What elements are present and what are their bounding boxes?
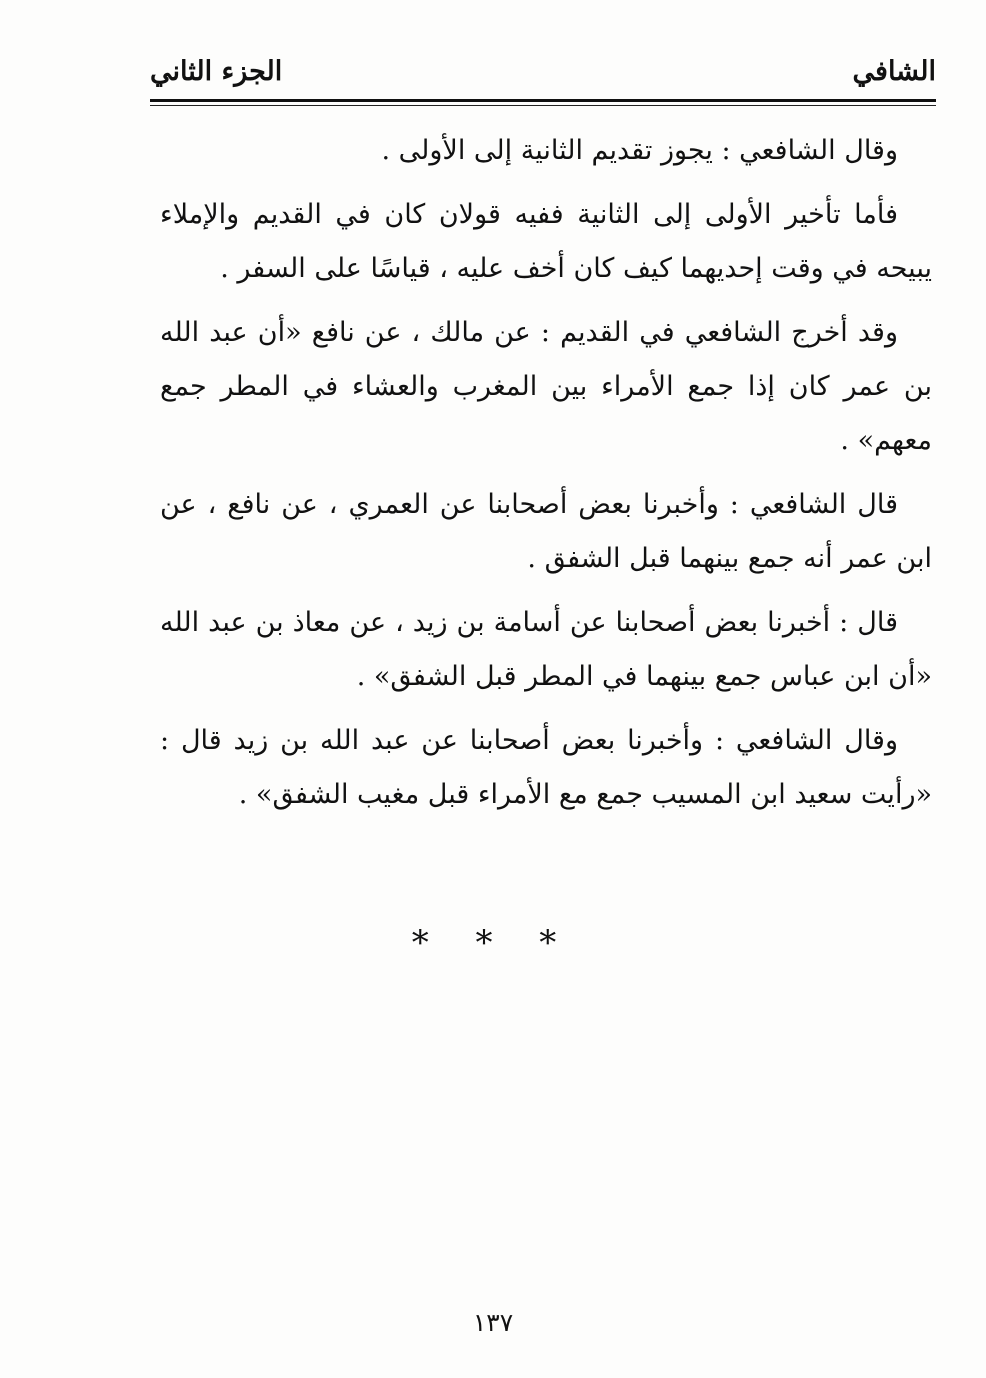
paragraph-1: وقال الشافعي : يجوز تقديم الثانية إلى الأولى .	[381, 135, 898, 166]
main-text	[160, 124, 932, 832]
header-rule-thin	[150, 105, 936, 106]
paragraph-6: وقال الشافعي : وأخبرنا بعض أصحابنا عن عبد الله بن زيد قال : «رأيت سعيد ابن المسيب جمع مع الأمراء قبل مغيب الشفق» .	[160, 725, 932, 810]
section-divider: * * *	[411, 923, 575, 963]
running-header	[150, 52, 936, 98]
paragraph-4: قال الشافعي : وأخبرنا بعض أصحابنا عن العمري ، عن نافع ، عن ابن عمر أنه جمع بينهما قبل الشفق .	[160, 489, 932, 574]
header-rule-thick	[150, 99, 936, 102]
paragraph-2: فأما تأخير الأولى إلى الثانية ففيه قولان كان في القديم والإملاء يبيحه في وقت إحديهما كيف كان أخف عليه ، قياسًا على السفر .	[160, 199, 932, 284]
paragraph-5: قال : أخبرنا بعض أصحابنا عن أسامة بن زيد ، عن معاذ بن عبد الله «أن ابن عباس جمع بينهما في المطر قبل الشفق» .	[160, 607, 932, 692]
header-book-title: الشافي	[852, 56, 936, 87]
page-number: ١٣٧	[472, 1308, 514, 1337]
paragraph-3: وقد أخرج الشافعي في القديم : عن مالك ، عن نافع «أن عبد الله بن عمر كان إذا جمع الأمراء بين المغرب والعشاء في المطر جمع معهم» .	[160, 317, 932, 456]
header-part-label: الجزء الثاني	[150, 56, 283, 87]
